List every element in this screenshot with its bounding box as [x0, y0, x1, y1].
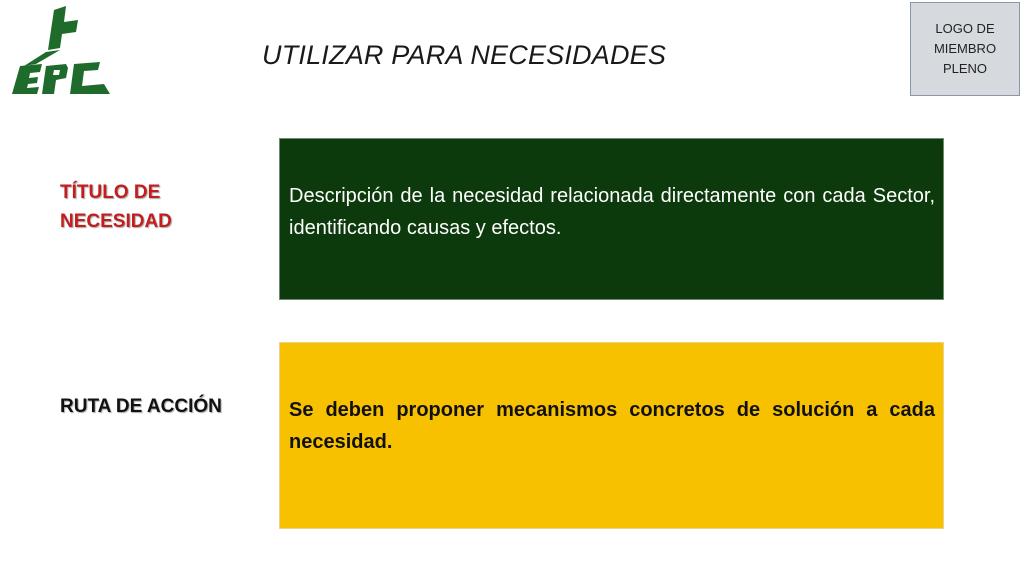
action-route-text: Se deben proponer mecanismos concretos de solución a cada necesidad. — [289, 398, 935, 453]
action-route-label: RUTA DE ACCIÓN — [60, 396, 222, 417]
cepc-logo-icon — [6, 4, 112, 96]
need-title-label: TÍTULO DE NECESIDAD — [60, 182, 172, 232]
need-description-box — [279, 138, 944, 300]
action-route-box — [279, 342, 944, 529]
cepc-logo — [6, 4, 112, 96]
member-logo-text: LOGO DE MIEMBRO PLENO — [933, 21, 997, 76]
member-logo-placeholder — [910, 2, 1020, 96]
slide-title: UTILIZAR PARA NECESIDADES — [262, 40, 667, 70]
need-description-text: Descripción de la necesidad relacionada directamente con cada Sector, identificando causas y efectos. — [289, 185, 935, 239]
